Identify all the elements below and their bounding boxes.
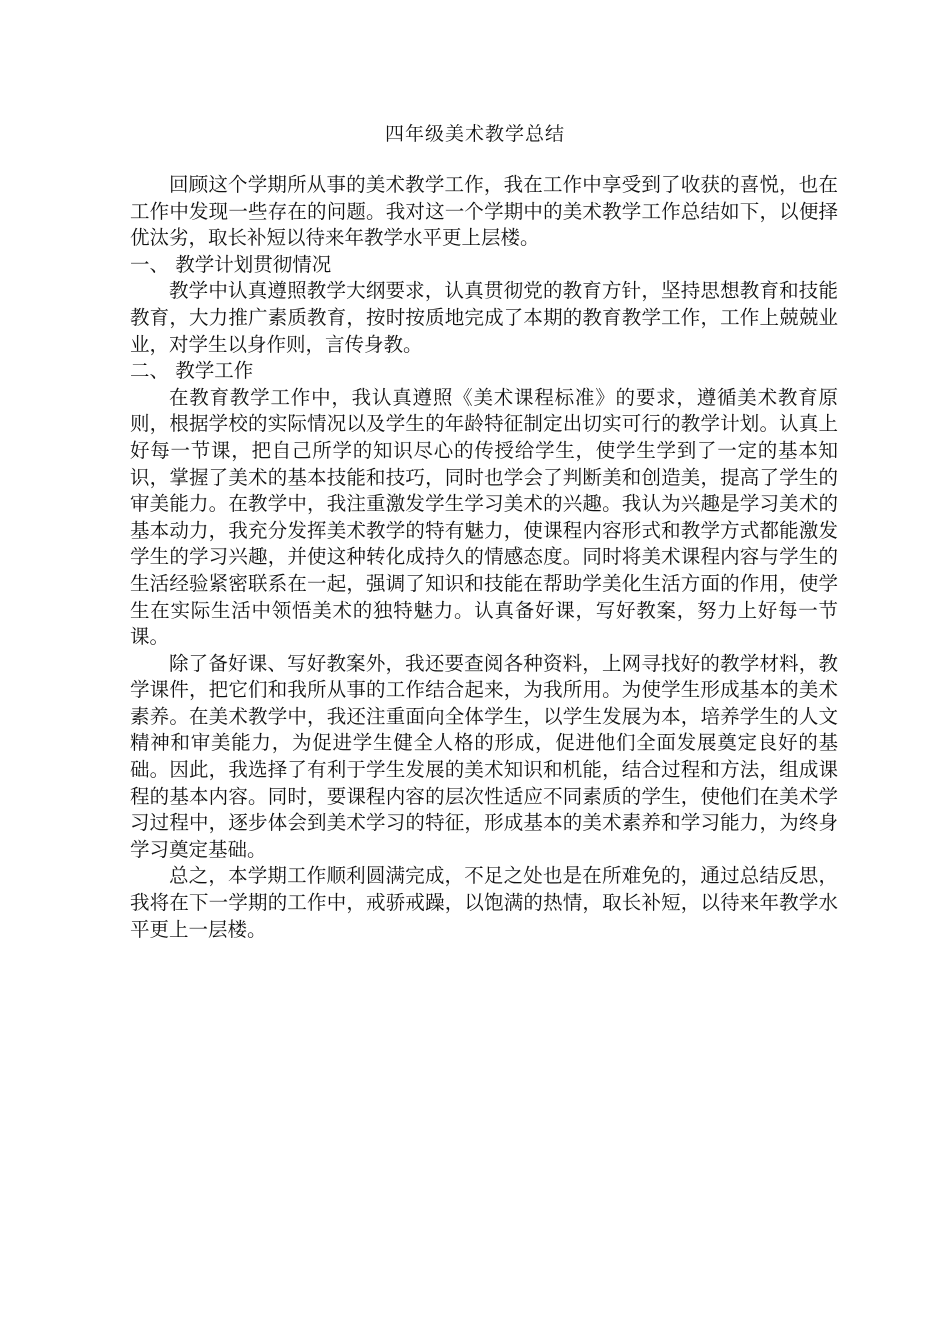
preparation-paragraph: 除了备好课、写好教案外，我还要查阅各种资料，上网寻找好的教学材料，教学课件，把它们和我所从事的工作结合起来，为我所用。为使学生形成基本的美术素养。在美术教学中，我还注重面向全体学生，以学生发展为本，培养学生的人文精神和审美能力，为促进学生健全人格的形成，促进他们全面发展奠定良好的基础。因此，我选择了有利于学生发展的美术知识和机能，结合过程和方法，组成课程的基本内容。同时，要课程内容的层次性适应不同素质的学生，使他们在美术学习过程中，逐步体会到美术学习的特征，形成基本的美术素养和学习能力，为终身学习奠定基础。 — [130, 651, 838, 861]
teaching-paragraph: 在教育教学工作中，我认真遵照《美术课程标准》的要求，遵循美术教育原则，根据学校的实际情况以及学生的年龄特征制定出切实可行的教学计划。认真上好每一节课，把自己所学的知识尽心的传授给学生，使学生学到了一定的基本知识，掌握了美术的基本技能和技巧，同时也学会了判断美和创造美，提高了学生的审美能力。在教学中，我注重激发学生学习美术的兴趣。我认为兴趣是学习美术的基本动力，我充分发挥美术教学的特有魅力，使课程内容形式和教学方式都能激发学生的学习兴趣，并使这种转化成持久的情感态度。同时将美术课程内容与学生的生活经验紧密联系在一起，强调了知识和技能在帮助学美化生活方面的作用，使学生在实际生活中领悟美术的独特魅力。认真备好课，写好教案，努力上好每一节课。 — [130, 385, 838, 649]
document-title: 四年级美术教学总结 — [384, 123, 565, 145]
intro-paragraph: 回顾这个学期所从事的美术教学工作，我在工作中享受到了收获的喜悦，也在工作中发现一些存在的问题。我对这一个学期中的美术教学工作总结如下，以便择优汰劣，取长补短以待来年教学水平更上层楼。 — [130, 173, 838, 250]
conclusion-paragraph: 总之，本学期工作顺利圆满完成，不足之处也是在所难免的，通过总结反思，我将在下一学期的工作中，戒骄戒躁，以饱满的热情，取长补短，以待来年教学水平更上一层楼。 — [130, 864, 838, 941]
section-heading-plan: 一、 教学计划贯彻情况 — [130, 252, 332, 276]
plan-paragraph: 教学中认真遵照教学大纲要求，认真贯彻党的教育方针，坚持思想教育和技能教育，大力推广素质教育，按时按质地完成了本期的教育教学工作，工作上兢兢业业，对学生以身作则，言传身教。 — [130, 279, 838, 356]
section-heading-teaching: 二、 教学工作 — [130, 359, 254, 383]
document-body — [130, 172, 838, 943]
